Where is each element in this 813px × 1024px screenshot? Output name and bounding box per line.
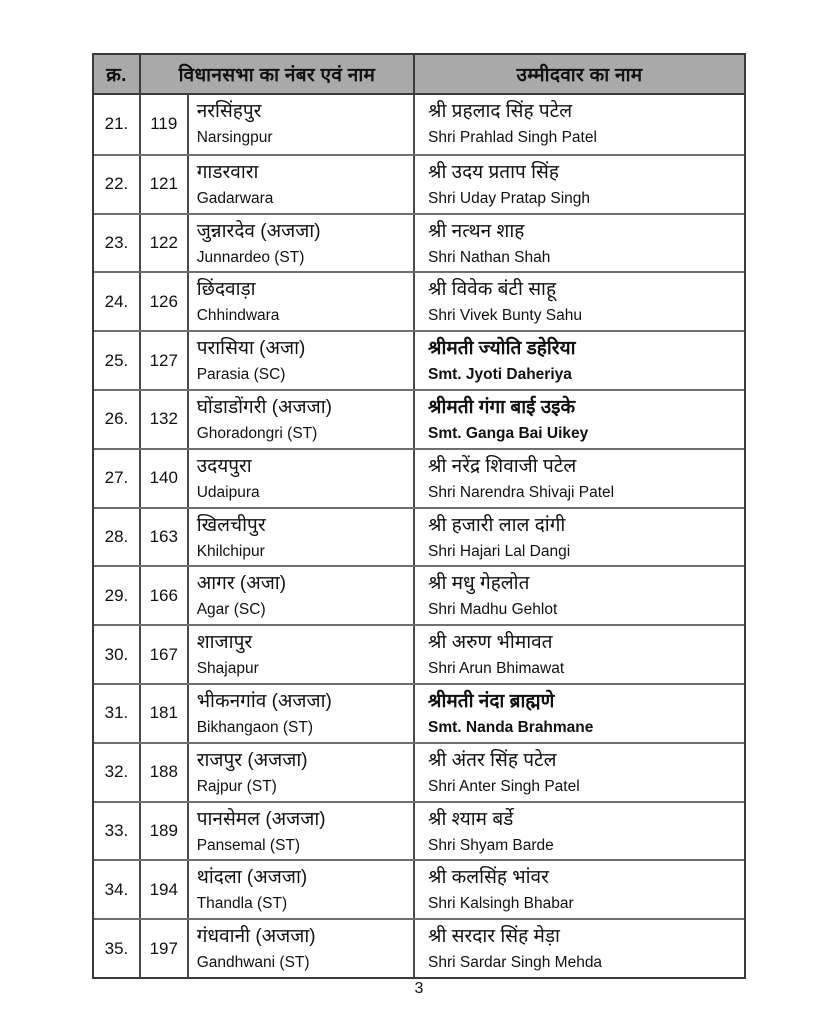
candidate-name-hindi: श्री हजारी लाल दांगी — [428, 514, 566, 536]
candidate-name-english: Shri Uday Pratap Singh — [428, 189, 590, 207]
constituency-number-cell: 132 — [141, 391, 189, 448]
serial-number-cell: 28. — [94, 509, 141, 566]
constituency-name-hindi: नरसिंहपुर — [196, 101, 262, 122]
header-constituency-number-and-name: विधानसभा का नंबर एवं नाम — [141, 55, 415, 93]
table-row — [94, 95, 744, 154]
candidate-name-english: Smt. Nanda Brahmane — [428, 718, 594, 736]
serial-number-cell: 25. — [94, 332, 141, 389]
constituency-name-cell — [189, 509, 415, 566]
candidate-list-table — [92, 53, 746, 979]
serial-number-cell: 31. — [94, 685, 141, 742]
constituency-number-cell: 181 — [141, 685, 189, 742]
constituency-name-cell — [189, 156, 415, 213]
candidate-name-english: Shri Nathan Shah — [428, 248, 551, 266]
candidate-name-cell — [415, 215, 744, 272]
serial-number-cell: 23. — [94, 215, 141, 272]
constituency-name-cell — [189, 273, 415, 330]
constituency-name-english: Khilchipur — [196, 542, 265, 560]
constituency-name-hindi: राजपुर (अजजा) — [196, 749, 308, 771]
candidate-name-cell — [415, 391, 744, 448]
constituency-name-cell — [189, 626, 415, 683]
constituency-name-cell — [189, 744, 415, 801]
constituency-name-english: Rajpur (ST) — [196, 777, 277, 795]
table-row — [94, 448, 744, 507]
candidate-name-english: Shri Hajari Lal Dangi — [428, 542, 571, 560]
table-row — [94, 330, 744, 389]
table-row — [94, 683, 744, 742]
constituency-name-hindi: थांदला (अजजा) — [196, 867, 308, 889]
candidate-name-cell — [415, 803, 744, 860]
constituency-number-cell: 188 — [141, 744, 189, 801]
constituency-name-english: Chhindwara — [196, 307, 280, 325]
candidate-name-cell — [415, 273, 744, 330]
table-row — [94, 742, 744, 801]
constituency-name-cell — [189, 450, 415, 507]
constituency-number-cell: 121 — [141, 156, 189, 213]
constituency-number-cell: 119 — [141, 95, 189, 154]
constituency-name-hindi: भीकनगांव (अजजा) — [196, 690, 332, 712]
table-row — [94, 507, 744, 566]
candidate-name-english: Shri Anter Singh Patel — [428, 777, 580, 795]
candidate-name-hindi: श्री कलसिंह भांवर — [428, 867, 549, 889]
serial-number-cell: 35. — [94, 920, 141, 977]
serial-number-cell: 30. — [94, 626, 141, 683]
constituency-name-english: Thandla (ST) — [196, 895, 288, 913]
candidate-name-hindi: श्री नरेंद्र शिवाजी पटेल — [428, 455, 577, 477]
candidate-name-hindi: श्री अंतर सिंह पटेल — [428, 749, 557, 771]
candidate-name-hindi: श्री नत्थन शाह — [428, 220, 525, 242]
constituency-number-cell: 166 — [141, 567, 189, 624]
constituency-name-english: Gandhwani (ST) — [196, 954, 310, 972]
candidate-name-cell — [415, 450, 744, 507]
serial-number-cell: 32. — [94, 744, 141, 801]
constituency-name-english: Bikhangaon (ST) — [196, 718, 314, 736]
constituency-name-english: Parasia (SC) — [196, 366, 286, 384]
candidate-name-hindi: श्री प्रहलाद सिंह पटेल — [428, 101, 573, 122]
candidate-name-hindi: श्रीमती गंगा बाई उइके — [428, 396, 576, 418]
constituency-number-cell: 163 — [141, 509, 189, 566]
constituency-name-cell — [189, 332, 415, 389]
constituency-name-cell — [189, 803, 415, 860]
candidate-name-cell — [415, 626, 744, 683]
constituency-name-cell — [189, 215, 415, 272]
serial-number-cell: 27. — [94, 450, 141, 507]
table-row — [94, 271, 744, 330]
constituency-name-english: Ghoradongri (ST) — [196, 424, 318, 442]
candidate-name-english: Shri Shyam Barde — [428, 836, 554, 854]
serial-number-cell: 33. — [94, 803, 141, 860]
header-serial-number: क्र. — [94, 55, 141, 93]
candidate-name-cell — [415, 861, 744, 918]
serial-number-cell: 24. — [94, 273, 141, 330]
table-row — [94, 624, 744, 683]
candidate-name-english: Shri Madhu Gehlot — [428, 601, 558, 619]
candidate-name-english: Smt. Jyoti Daheriya — [428, 366, 572, 384]
page-number: 3 — [414, 980, 424, 997]
candidate-name-cell — [415, 332, 744, 389]
constituency-name-hindi: जुन्नारदेव (अजजा) — [196, 220, 321, 242]
candidate-name-hindi: श्री सरदार सिंह मेड़ा — [428, 926, 560, 948]
candidate-name-cell — [415, 509, 744, 566]
constituency-name-english: Narsingpur — [196, 129, 273, 146]
constituency-name-hindi: घोंडाडोंगरी (अजजा) — [196, 396, 332, 418]
constituency-name-cell — [189, 567, 415, 624]
candidate-name-hindi: श्रीमती ज्योति डहेरिया — [428, 338, 576, 360]
candidate-name-english: Shri Sardar Singh Mehda — [428, 954, 603, 972]
candidate-name-hindi: श्रीमती नंदा ब्राह्मणे — [428, 690, 555, 712]
constituency-name-english: Shajapur — [196, 660, 259, 678]
constituency-number-cell: 197 — [141, 920, 189, 977]
constituency-name-cell — [189, 95, 415, 154]
constituency-number-cell: 140 — [141, 450, 189, 507]
constituency-name-cell — [189, 685, 415, 742]
table-row — [94, 389, 744, 448]
table-header-row — [94, 55, 744, 95]
candidate-name-english: Shri Prahlad Singh Patel — [428, 129, 597, 146]
constituency-name-english: Pansemal (ST) — [196, 836, 301, 854]
constituency-number-cell: 194 — [141, 861, 189, 918]
candidate-name-cell — [415, 920, 744, 977]
constituency-number-cell: 167 — [141, 626, 189, 683]
candidate-name-english: Shri Narendra Shivaji Patel — [428, 483, 615, 501]
constituency-name-english: Agar (SC) — [196, 601, 266, 619]
constituency-name-english: Junnardeo (ST) — [196, 248, 305, 266]
table-row — [94, 918, 744, 977]
table-row — [94, 213, 744, 272]
constituency-name-hindi: छिंदवाड़ा — [196, 279, 256, 301]
candidate-name-hindi: श्री मधु गेहलोत — [428, 573, 530, 595]
constituency-name-cell — [189, 391, 415, 448]
serial-number-cell: 29. — [94, 567, 141, 624]
table-row — [94, 565, 744, 624]
serial-number-cell: 34. — [94, 861, 141, 918]
table-row — [94, 154, 744, 213]
constituency-name-hindi: शाजापुर — [196, 632, 253, 654]
table-row — [94, 859, 744, 918]
candidate-name-english: Smt. Ganga Bai Uikey — [428, 424, 589, 442]
constituency-name-hindi: परासिया (अजा) — [196, 338, 306, 360]
table-body — [94, 95, 744, 977]
constituency-number-cell: 189 — [141, 803, 189, 860]
constituency-name-hindi: आगर (अजा) — [196, 573, 287, 595]
candidate-name-cell — [415, 567, 744, 624]
header-candidate-name: उम्मीदवार का नाम — [516, 65, 643, 86]
serial-number-cell: 26. — [94, 391, 141, 448]
candidate-name-cell — [415, 685, 744, 742]
candidate-name-english: Shri Vivek Bunty Sahu — [428, 307, 582, 325]
candidate-name-hindi: श्री उदय प्रताप सिंह — [428, 161, 559, 183]
candidate-name-english: Shri Kalsingh Bhabar — [428, 895, 574, 913]
candidate-name-english: Shri Arun Bhimawat — [428, 660, 565, 678]
constituency-name-hindi: खिलचीपुर — [196, 514, 266, 536]
candidate-name-hindi: श्री अरुण भीमावत — [428, 632, 553, 654]
candidate-name-cell — [415, 744, 744, 801]
constituency-name-english: Gadarwara — [196, 189, 274, 207]
candidate-name-hindi: श्री विवेक बंटी साहू — [428, 279, 557, 301]
candidate-name-cell — [415, 156, 744, 213]
constituency-name-hindi: पानसेमल (अजजा) — [196, 808, 326, 830]
constituency-name-cell — [189, 861, 415, 918]
constituency-name-cell — [189, 920, 415, 977]
candidate-name-hindi: श्री श्याम बर्डे — [428, 808, 514, 830]
table-row — [94, 801, 744, 860]
serial-number-cell: 22. — [94, 156, 141, 213]
constituency-name-english: Udaipura — [196, 483, 260, 501]
constituency-number-cell: 126 — [141, 273, 189, 330]
candidate-name-cell — [415, 95, 744, 154]
constituency-name-hindi: उदयपुरा — [196, 455, 252, 477]
constituency-number-cell: 127 — [141, 332, 189, 389]
constituency-number-cell: 122 — [141, 215, 189, 272]
constituency-name-hindi: गाडरवारा — [196, 161, 259, 183]
serial-number-cell: 21. — [94, 95, 141, 154]
constituency-name-hindi: गंधवानी (अजजा) — [196, 926, 316, 948]
